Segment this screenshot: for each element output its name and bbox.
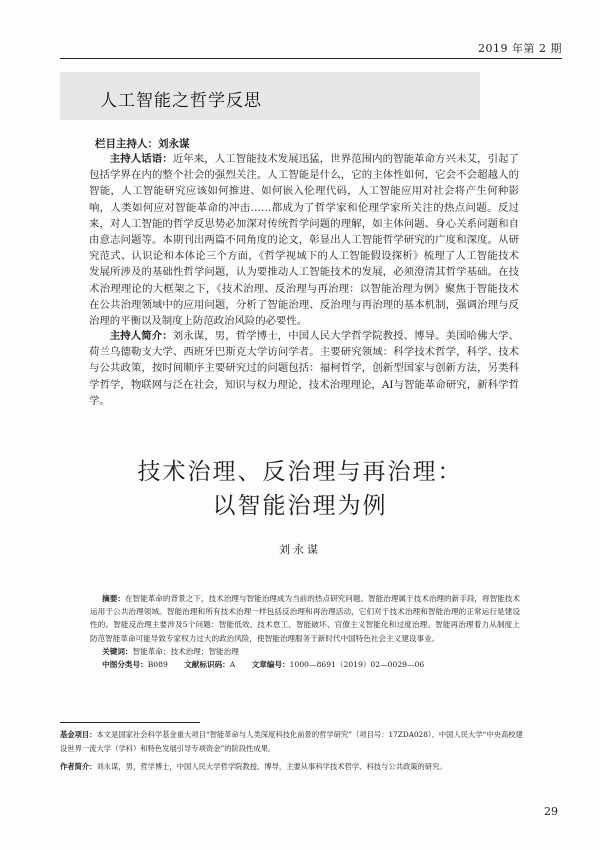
author-footnote [60,760,530,774]
host-intro-text: 刘永谋，男，哲学博士，中国人民大学哲学院教授、博导。美国哈佛大学、荷兰乌德勒支大学、西班牙巴斯克大学访问学者。主要研究领域：科学技术哲学，科学、技术与公共政策，按时间顺序主要研究过的问题包括：福柯哲学，创新型国家与创新方法，另类科学哲学，物联网与泛在社会，知识与权力理论，技术治理理论，AI与智能革命研究，新科学哲学。 [89,330,520,407]
column-banner [60,72,480,120]
host-words-label: 主持人话语： [109,153,173,165]
keywords-line [90,645,520,658]
article-author: 刘永谋 [279,543,321,556]
journal-issue: 2019 年第 2 期 [478,42,562,55]
column-host: 栏目主持人：刘永谋 [95,138,190,150]
abstract-text: 在智能革命的背景之下，技术治理与智能治理成为当前的热点研究问题。智能治理属于技术治理的新手段，将智能技术运用于公共治理领域。智能治理和所有技术治理一样包括反治理和再治理活动，它们对于技术治理和智能治理的正常运行是建设性的。智能反治理主要涉及5个问题：智能低效、技术怠工、智能破坏、官僚主义智能化和过度治理。智能再治理着力从制度上防范智能革命可能导致专家权力过大的政治风险，使智能治理服务于新时代中国特色社会主义建设事业。 [90,594,520,643]
abstract-label: 摘要： [102,594,125,603]
article-title-line1: 技术治理、反治理与再治理： [137,459,463,485]
author-bio-label: 作者简介： [60,762,97,771]
author-bio-text: 刘永谋，男，哲学博士，中国人民大学哲学院教授、博导，主要从事科学技术哲学、科技与公共政策的研究。 [96,762,447,771]
footnote-rule [60,722,200,723]
keywords-label: 关键词： [102,646,133,656]
abstract [90,592,520,645]
host-words-text: 近年来，人工智能技术发展迅猛，世界范围内的智能革命方兴未艾，引起了包括学界在内的整个社会的强烈关注。人工智能是什么，它的主体性如何，它会不会超越人的智能，人工智能研究应该如何推进、如何嵌入伦理代码，人工智能应用对社会将产生何种影响，人类如何应对智能革命的冲击……都成为了哲学家和伦理学家所关注的热点问题。反过来，对人工智能的哲学反思势必加深对传统哲学问题的理解，如主体问题、身心关系问题和自由意志问题等。本期刊出两篇不同角度的论文，彰显出人工智能哲学研究的广度和深度。从研究范式、认识论和本体论三个方面，《哲学视域下的人工智能假设探析》梳理了人工智能技术发展所涉及的基础性哲学问题，认为要推动人工智能技术的发展，必须澄清其哲学基础。在技术治理理论的大框架之下，《技术治理、反治理与再治理：以智能治理为例》聚焦于智能技术在公共治理领域中的应用问题，分析了智能治理、反治理与再治理的基本机制，强调治理与反治理的平衡以及制度上防范政治风险的必要性。 [89,153,520,328]
classification-line [90,658,520,671]
host-intro-label: 主持人简介： [109,330,173,342]
doc-code-value: A [229,660,236,670]
article-no-label: 文章编号： [251,660,290,670]
keywords: 智能革命；技术治理；智能治理 [132,646,239,656]
doc-code-label: 文献标识码： [184,660,230,670]
article-title-line2: 以智能治理为例 [212,493,388,519]
fund-footnote [60,728,530,756]
abstract-block [90,592,520,671]
clc-label: 中图分类号： [102,660,148,670]
page-number: 29 [544,805,558,818]
article-no-value: 1000—8691（2019）02—0029—06 [289,660,425,670]
article-title [0,455,600,523]
header-rule [60,58,562,59]
clc-value: B089 [147,660,168,670]
fund-text: 本文是国家社会科学基金重大项目“智能革命与人类深度科技化前景的哲学研究”（项目号：17ZDA028）、中国人民大学“中央高校建设世界一流大学（学科）和特色发展引导专项资金”的阶段性成果。 [60,730,523,753]
fund-label: 基金项目： [60,730,97,739]
host-intro-paragraph [89,328,519,409]
host-words-paragraph [89,151,519,329]
column-title: 人工智能之哲学反思 [100,91,262,111]
